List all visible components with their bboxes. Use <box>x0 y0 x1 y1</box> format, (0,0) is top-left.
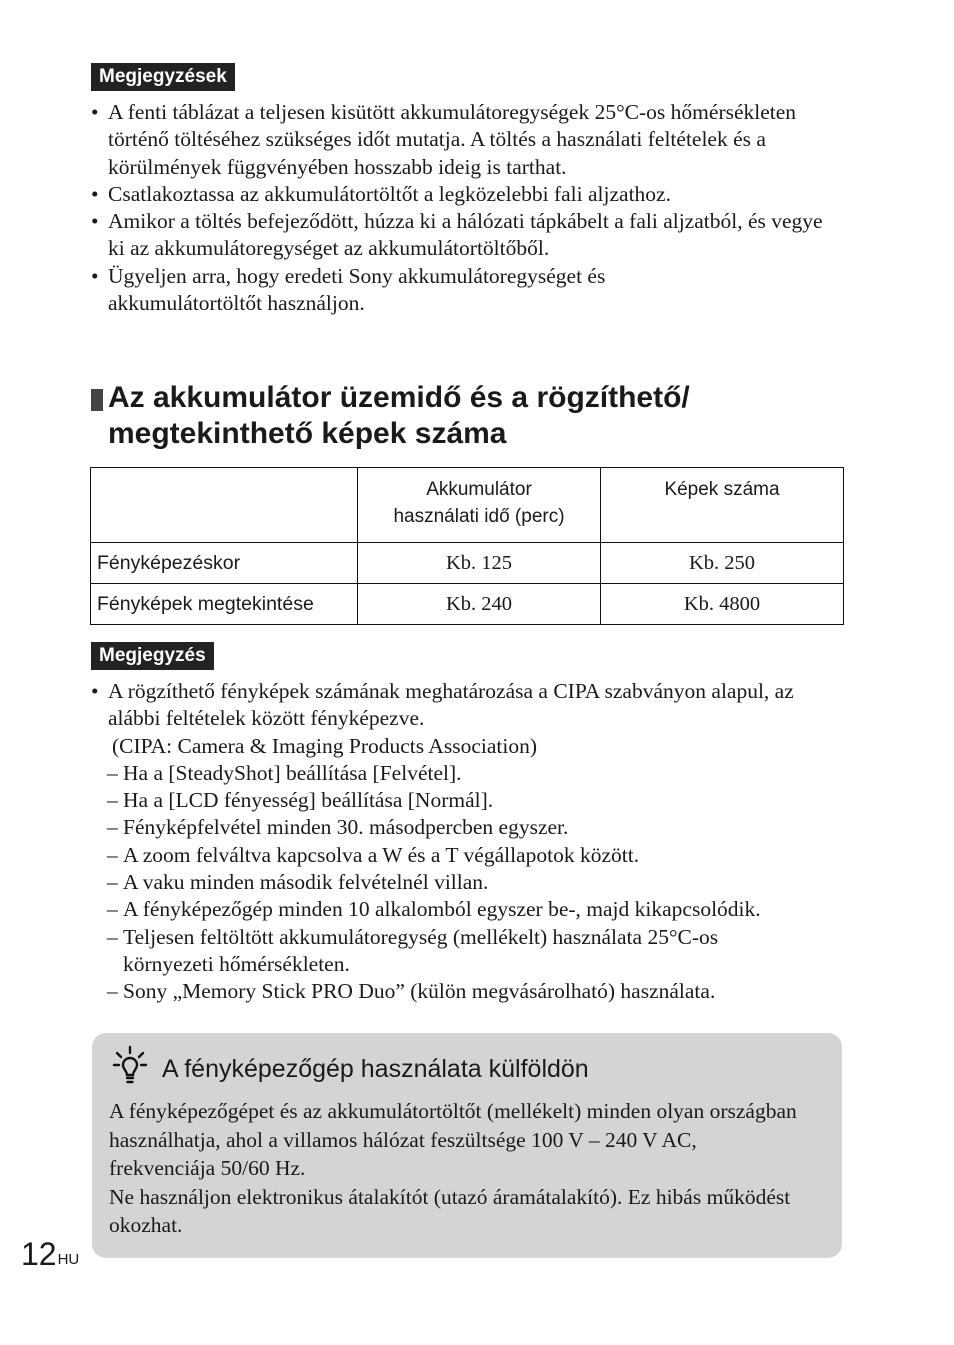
table-cell-time: Kb. 240 <box>358 584 601 625</box>
list-item: – A fényképezőgép minden 10 alkalomból egyszer be-, majd kikapcsolódik. <box>91 896 843 923</box>
table-header-images: Képek száma <box>601 468 844 543</box>
table-header-empty <box>91 468 358 543</box>
notes-list <box>91 99 843 317</box>
page-lang: HU <box>57 1251 80 1268</box>
note-label: Megjegyzés <box>91 642 214 670</box>
list-item: • Amikor a töltés befejeződött, húzza ki a hálózati tápkábelt a fali aljzatból, és vegye ki az akkumulátoregységet az akkumulátortöltőből. <box>91 208 843 263</box>
table-header-time-line2: használati idő (perc) <box>393 506 565 527</box>
tip-paragraph: Ne használjon elektronikus átalakítót (utazó áramátalakító). Ez hibás működést okozhat. <box>109 1184 791 1237</box>
table-row <box>91 543 844 584</box>
list-item: – Fényképfelvétel minden 30. másodpercben egyszer. <box>91 814 843 841</box>
table-header-row <box>91 468 844 543</box>
list-item: • Ügyeljen arra, hogy eredeti Sony akkumulátoregységet és akkumulátortöltőt használjon. <box>91 263 688 318</box>
table-cell-images: Kb. 4800 <box>601 584 844 625</box>
battery-table <box>90 467 844 625</box>
list-item: – A vaku minden második felvételnél villan. <box>91 869 843 896</box>
tip-title: A fényképezőgép használata külföldön <box>162 1055 589 1083</box>
notes-label: Megjegyzések <box>91 63 235 91</box>
lightbulb-icon <box>112 1045 148 1085</box>
table-cell-label: Fényképek megtekintése <box>91 584 358 625</box>
list-item: – Ha a [SteadyShot] beállítása [Felvétel]. <box>91 760 843 787</box>
tip-paragraph: A fényképezőgépet és az akkumulátortöltőt (mellékelt) minden olyan országban használhatja, ahol a villamos hálózat feszültsége 100 V – 240 V AC, frekvenciája 50/60 Hz. <box>109 1099 797 1180</box>
table-row <box>91 584 844 625</box>
note-list <box>91 678 843 1006</box>
list-item: – A zoom felváltva kapcsolva a W és a T végállapotok között. <box>91 842 843 869</box>
table-cell-images: Kb. 250 <box>601 543 844 584</box>
list-item: – Ha a [LCD fényesség] beállítása [Normál]. <box>91 787 843 814</box>
heading-line-2: megtekinthető képek száma <box>108 417 507 450</box>
table-cell-time: Kb. 125 <box>358 543 601 584</box>
list-item: – Sony „Memory Stick PRO Duo” (külön megvásárolható) használata. <box>91 978 843 1005</box>
page-number <box>21 1234 79 1274</box>
tip-box <box>92 1033 842 1258</box>
heading-marker <box>91 389 103 411</box>
section-heading <box>91 380 851 452</box>
table-cell-label: Fényképezéskor <box>91 543 358 584</box>
list-item: • A fenti táblázat a teljesen kisütött akkumulátoregységek 25°C-os hőmérsékleten történő töltéséhez szükséges időt mutatja. A töltés a használati feltételek és a körülmények függvényében hosszabb ideig is tarthat. <box>91 99 843 181</box>
table-header-time <box>358 468 601 543</box>
list-item: • Csatlakoztassa az akkumulátortöltőt a legközelebbi fali aljzathoz. <box>91 181 843 208</box>
page-number-value: 12 <box>21 1236 57 1272</box>
heading-line-1: Az akkumulátor üzemidő és a rögzíthető/ <box>108 381 690 414</box>
list-item: – Teljesen feltöltött akkumulátoregység (mellékelt) használata 25°C-os környezeti hőmérsékleten. <box>91 924 813 979</box>
tip-body <box>109 1097 829 1240</box>
cipa-line: (CIPA: Camera & Imaging Products Association) <box>112 733 537 758</box>
list-item: • A rögzíthető fényképek számának meghatározása a CIPA szabványon alapul, az alábbi feltételek között fényképezve. <box>91 678 798 733</box>
table-header-time-line1: Akkumulátor <box>426 479 532 500</box>
